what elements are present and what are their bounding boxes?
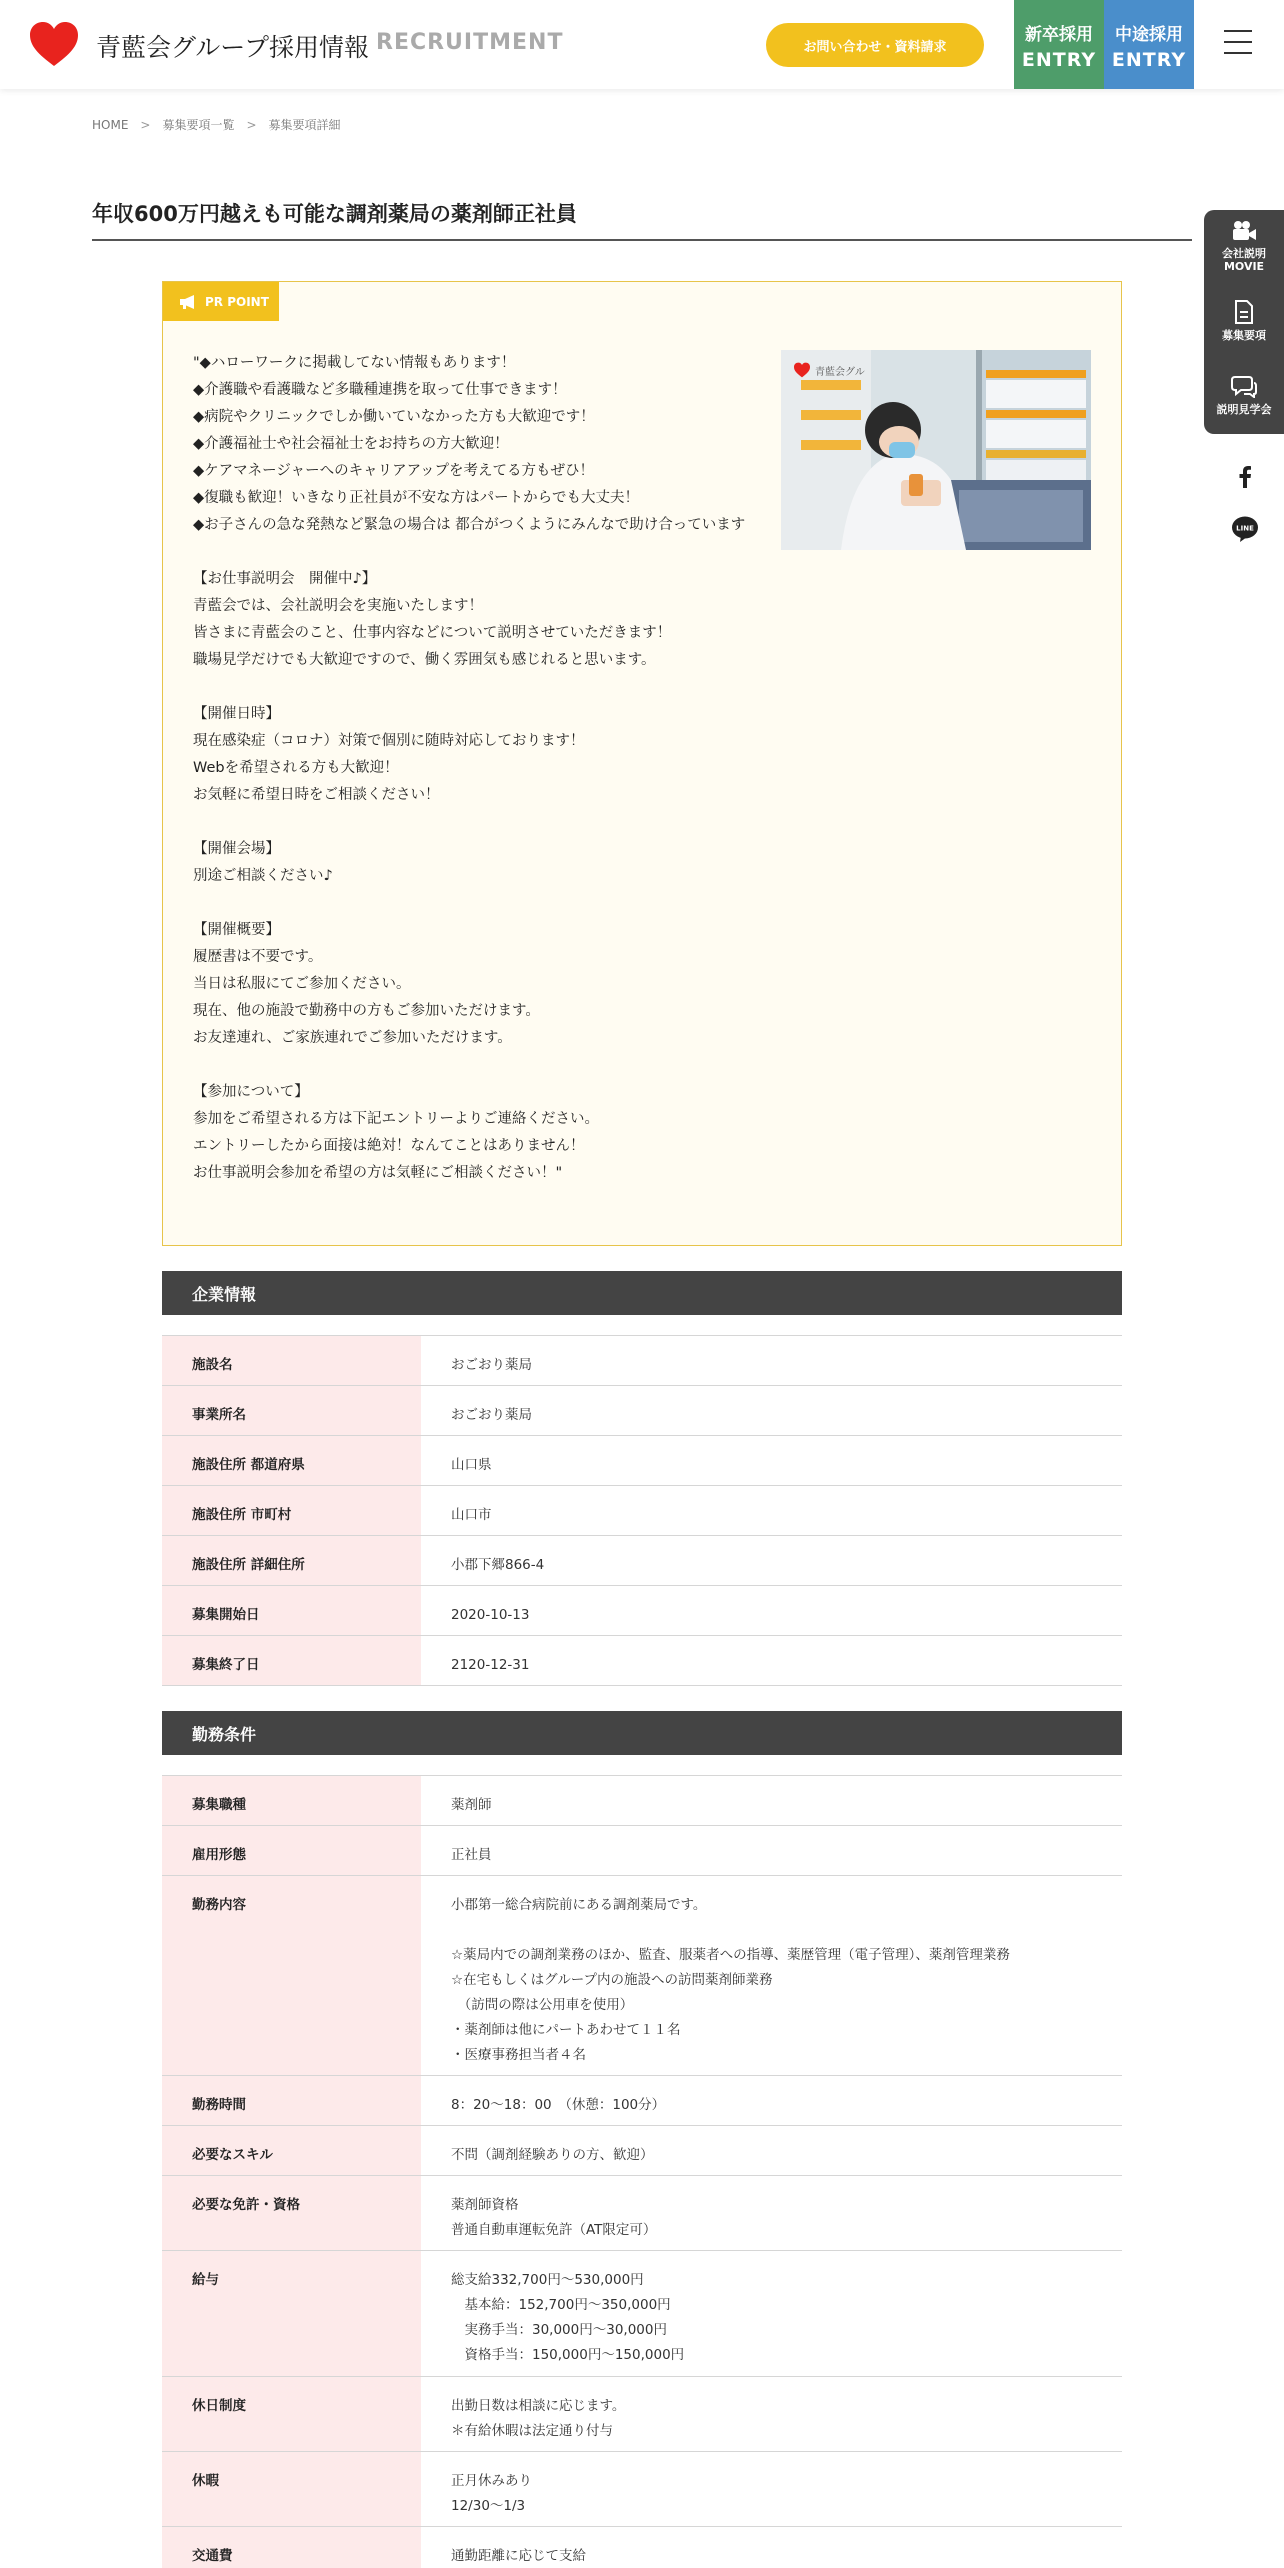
table-row [162,2527,1122,2568]
entry-mid-sub: ENTRY [1111,49,1187,71]
pr-point-label: PR POINT [205,294,269,309]
video-camera-icon [1231,220,1257,242]
table-row [162,2176,1122,2251]
table-row [162,2377,1122,2452]
side-nav [1204,210,1284,434]
side-nav-movie[interactable] [1204,220,1284,273]
line-app-icon[interactable] [1230,514,1260,544]
row-value: 山口市 [451,1507,492,1523]
side-nav-movie-line1: 会社説明 [1222,247,1266,260]
side-nav-seminar[interactable] [1204,374,1284,416]
heart-logo-icon [793,362,811,378]
company-info-heading: 企業情報 [162,1271,1122,1315]
heart-logo-icon[interactable] [28,20,80,68]
table-row [162,1336,1122,1386]
mid-career-entry-button[interactable] [1104,0,1194,89]
row-label: 休暇 [162,2452,421,2526]
entry-new-sub: ENTRY [1021,49,1097,71]
row-label: 必要なスキル [162,2126,421,2175]
table-row [162,2452,1122,2527]
page-title: 年収600万円越えも可能な調剤薬局の薬剤師正社員 [92,202,577,226]
row-value: 山口県 [451,1457,492,1473]
pr-point-box [162,281,1122,1246]
row-value: 薬剤師 [451,1797,492,1813]
side-nav-requirements[interactable] [1204,300,1284,342]
row-label: 施設住所 都道府県 [162,1436,421,1485]
row-value: 通勤距離に応じて支給 [451,2548,586,2564]
row-value: 2120-12-31 [451,1657,530,1673]
document-icon [1234,300,1254,324]
pr-point-tag [163,282,279,321]
row-label: 募集終了日 [162,1636,421,1685]
working-conditions-table [162,1775,1122,2568]
breadcrumb-current: 募集要項詳細 [268,118,341,132]
megaphone-icon [179,295,197,309]
brand-subtitle: RECRUITMENT [376,30,564,55]
photo-caption: 青藍会グル [815,367,865,378]
row-value: 小郡下郷866-4 [451,1557,545,1573]
row-label: 給与 [162,2251,421,2376]
row-value: 総支給332,700円～530,000円 基本給：152,700円～350,000円 実務手当：30,000円～30,000円 資格手当：150,000円～150,000円 [451,2272,685,2363]
breadcrumb-home[interactable]: HOME [92,117,129,132]
row-value: 不問（調剤経験ありの方、歓迎） [451,2147,654,2163]
row-value: 小郡第一総合病院前にある調剤薬局です。 ☆薬局内での調剤業務のほか、監査、服薬者への指導、薬歴管理（電子管理）、薬剤管理業務 ☆在宅もしくはグループ内の施設への訪問薬剤師業務 （訪問の際は公用車を使用） ・薬剤師は他にパートあわせて１１名 ・医療事務担当者４名 [451,1897,1010,2063]
breadcrumb [92,116,341,133]
row-label: 必要な免許・資格 [162,2176,421,2250]
table-row [162,1536,1122,1586]
facebook-icon[interactable] [1230,462,1260,492]
working-conditions-heading: 勤務条件 [162,1711,1122,1755]
row-value: 正社員 [451,1847,492,1863]
table-row [162,1876,1122,2076]
title-divider [92,239,1192,241]
site-header [0,0,1284,89]
pharmacist-photo[interactable] [781,350,1091,550]
table-row [162,1436,1122,1486]
row-value: 2020-10-13 [451,1607,530,1623]
table-row [162,1826,1122,1876]
row-label: 休日制度 [162,2377,421,2451]
line-icon-text: LINE [1236,524,1254,533]
table-row [162,1776,1122,1826]
brand-name[interactable]: 青藍会グループ採用情報 [96,33,370,62]
table-row [162,2126,1122,2176]
contact-button[interactable]: お問い合わせ・資料請求 [766,23,984,67]
chevron-right-icon: > [246,117,257,132]
table-row [162,1386,1122,1436]
row-label: 事業所名 [162,1386,421,1435]
chat-bubble-icon [1231,374,1257,398]
row-label: 雇用形態 [162,1826,421,1875]
row-label: 勤務内容 [162,1876,421,2075]
table-row [162,1486,1122,1536]
row-label: 交通費 [162,2527,421,2568]
row-value: 正月休みあり 12/30～1/3 [451,2473,532,2514]
side-nav-requirements-label: 募集要項 [1222,329,1266,342]
row-label: 施設住所 市町村 [162,1486,421,1535]
row-label: 募集職種 [162,1776,421,1825]
breadcrumb-list[interactable]: 募集要項一覧 [162,118,235,132]
hamburger-menu-icon[interactable] [1224,30,1254,58]
row-value: 8：20～18：00 （休憩：100分） [451,2097,666,2113]
entry-new-label: 新卒採用 [1025,25,1093,45]
chevron-right-icon: > [140,117,151,132]
row-label: 施設住所 詳細住所 [162,1536,421,1585]
row-value: 出勤日数は相談に応じます。 ＊有給休暇は法定通り付与 [451,2398,626,2439]
row-label: 勤務時間 [162,2076,421,2125]
pr-point-text: "◆ハローワークに掲載してない情報もあります！ ◆介護職や看護職など多職種連携を取って仕事できます！ ◆病院やクリニックでしか働いていなかった方も大歓迎です！ ◆介護福祉士や社会福祉士をお持ちの方大歓迎！ ◆ケアマネージャーへのキャリアアップを考えてる方もぜひ！ ◆復職も歓迎！いきなり正社員が不安な方はパートからでも大丈夫！ ◆お子さんの急な発熱など緊急の場合は 都合がつくようにみんなで助け合っています 【お仕事説明会 開催中♪】 青藍会では、会社説明会を実施いたします！ 皆さまに青藍会のこと、仕事内容などについて説明させていただきます！ 職場見学だけでも大歓迎ですので、働く雰囲気も感じれると思います。 【開催日時】 現在感染症（コロナ）対策で個別に随時対応しております！ Webを希望される方も大歓迎！ お気軽に希望日時をご相談ください！ 【開催会場】 別途ご相談ください♪ 【開催概要】 履歴書は不要です。 当日は私服にてご参加ください。 現在、他の施設で勤務中の方もご参加いただけます。 お友達連れ、ご家族連れでご参加いただけます。 【参加について】 参加をご希望される方は下記エントリーよりご連絡ください。 エントリーしたから面接は絶対！なんてことはありません！ お仕事説明会参加を希望の方は気軽にご相談ください！" [193,355,746,1181]
row-value: おごおり薬局 [451,1357,532,1373]
table-row [162,1586,1122,1636]
row-value: 薬剤師資格 普通自動車運転免許（AT限定可） [451,2197,657,2238]
entry-mid-label: 中途採用 [1115,25,1183,45]
table-row [162,2076,1122,2126]
row-label: 募集開始日 [162,1586,421,1635]
table-row [162,2251,1122,2377]
new-graduate-entry-button[interactable] [1014,0,1104,89]
company-info-table [162,1335,1122,1686]
side-nav-seminar-label: 説明見学会 [1216,403,1272,416]
row-value: おごおり薬局 [451,1407,532,1423]
table-row [162,1636,1122,1686]
row-label: 施設名 [162,1336,421,1385]
side-nav-movie-line2: MOVIE [1223,260,1265,274]
